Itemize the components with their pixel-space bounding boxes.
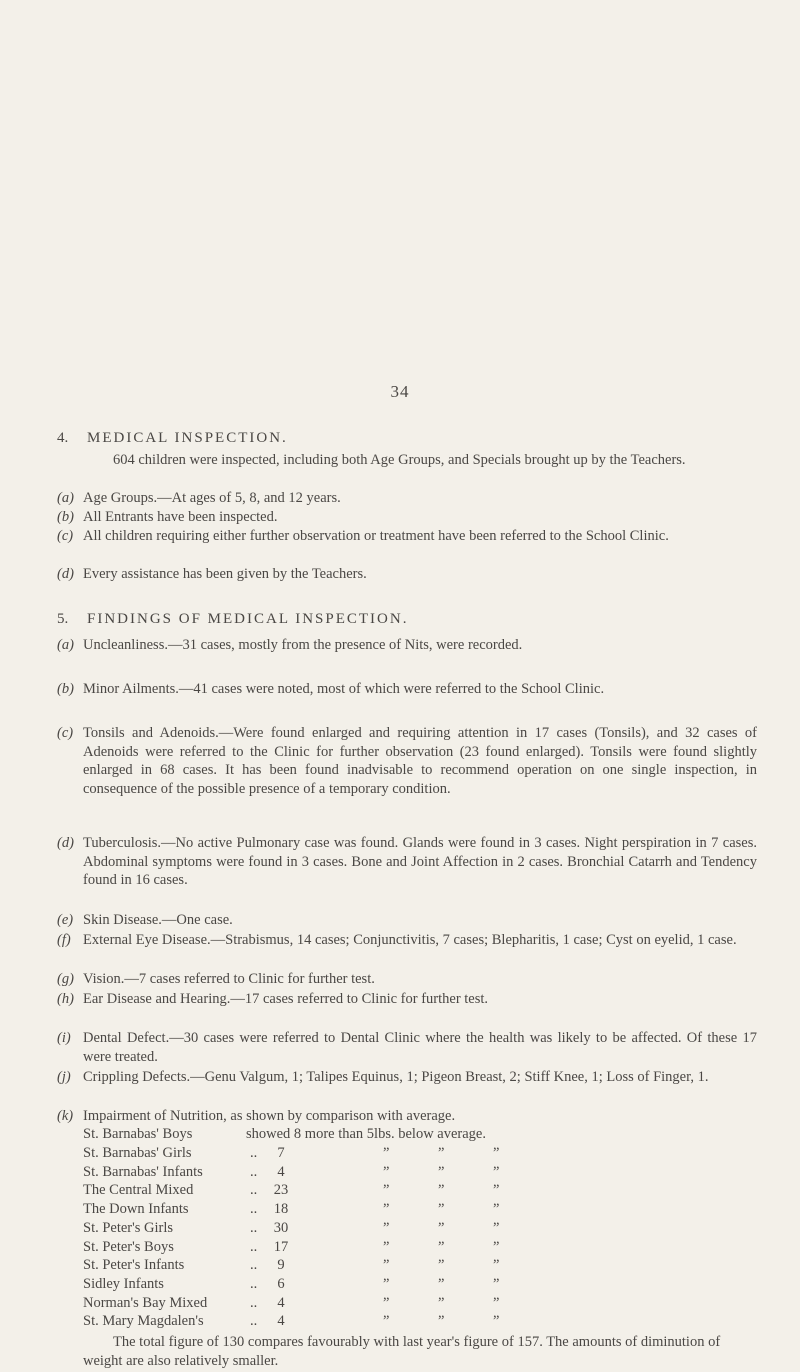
- section-4-title: MEDICAL INSPECTION.: [87, 430, 288, 446]
- item-label: (e): [57, 912, 74, 928]
- ditto-mark: ”: [493, 1294, 500, 1311]
- ditto-mark: ”: [493, 1238, 500, 1255]
- section-5-item-f: [57, 931, 757, 950]
- case-count: 4: [277, 1313, 285, 1330]
- item-text: Crippling Defects.—Genu Valgum, 1; Talipes Equinus, 1; Pigeon Breast, 2; Stiff Knee, 1; Loss of Finger, 1.: [83, 1069, 709, 1085]
- case-count: 9: [277, 1257, 285, 1274]
- ditto-mark: ”: [493, 1219, 500, 1236]
- leader-dots: ..: [250, 1201, 258, 1218]
- leader-dots: ..: [250, 1163, 258, 1180]
- section-5-item-d: [57, 834, 757, 890]
- item-text: Dental Defect.—30 cases were referred to Dental Clinic where the health was likely to be affected. Of these 17 were treated.: [83, 1030, 757, 1065]
- school-name: St. Barnabas' Girls: [83, 1145, 192, 1161]
- item-label: (j): [57, 1069, 71, 1085]
- case-count: 17: [273, 1238, 289, 1255]
- ditto-mark: ”: [383, 1219, 390, 1236]
- school-name: St. Peter's Girls: [83, 1219, 174, 1236]
- school-name: St. Mary Magdalen's: [83, 1313, 204, 1330]
- nutrition-statement: showed 8 more than 5lbs. below average.: [246, 1126, 486, 1142]
- item-label: (f): [57, 932, 71, 948]
- case-count: 7: [277, 1145, 285, 1161]
- section-5-item-i: [57, 1029, 757, 1066]
- leader-dots: ..: [250, 1257, 258, 1274]
- ditto-mark: ”: [493, 1182, 500, 1199]
- item-label: (c): [57, 528, 74, 544]
- ditto-mark: ”: [493, 1201, 500, 1218]
- nutrition-row: [83, 1164, 755, 1182]
- nutrition-row: [83, 1239, 755, 1257]
- section-5-item-k: [57, 1107, 757, 1126]
- item-text: Impairment of Nutrition, as shown by comparison with average.: [83, 1108, 456, 1124]
- section-5-item-a: [57, 636, 757, 655]
- leader-dots: ..: [250, 1219, 258, 1236]
- ditto-mark: ”: [383, 1313, 390, 1330]
- item-text: Tuberculosis.—No active Pulmonary case was found. Glands were found in 3 cases. Night perspiration in 7 cases. Abdominal symptoms were found in 3 cases. Bone and Joint Affection in 2 cases. Bronchial Catarrh and Tendency found in 16 cases.: [83, 835, 757, 888]
- item-text: Every assistance has been given by the Teachers.: [83, 566, 367, 582]
- nutrition-row: [83, 1182, 755, 1200]
- ditto-mark: ”: [438, 1219, 445, 1236]
- item-label: (a): [57, 637, 74, 653]
- ditto-mark: ”: [438, 1238, 445, 1255]
- ditto-mark: ”: [438, 1163, 445, 1180]
- page-number: 34: [390, 382, 410, 401]
- section-5-title: FINDINGS OF MEDICAL INSPECTION.: [87, 611, 409, 627]
- school-name: St. Barnabas' Infants: [83, 1163, 203, 1180]
- ditto-mark: ”: [438, 1275, 445, 1292]
- section-5-conclusion: The total figure of 130 compares favourably with last year's figure of 157. The amounts of diminution of weight are also relatively smaller.: [83, 1334, 721, 1369]
- school-name: St. Peter's Boys: [83, 1238, 174, 1255]
- item-label: (d): [57, 566, 74, 582]
- ditto-mark: ”: [438, 1294, 445, 1311]
- case-count: 23: [273, 1182, 289, 1199]
- section-5-item-e: [57, 911, 757, 930]
- school-name: Sidley Infants: [83, 1275, 164, 1292]
- ditto-mark: ”: [493, 1313, 500, 1330]
- item-label: (c): [57, 725, 74, 741]
- section-4-item-c: [57, 527, 757, 546]
- item-text: All children requiring either further observation or treatment have been referred to the School Clinic.: [83, 528, 669, 544]
- case-count: 4: [277, 1294, 285, 1311]
- case-count: 6: [277, 1275, 285, 1292]
- leader-dots: ..: [250, 1275, 258, 1292]
- section-5-item-j: [57, 1068, 757, 1087]
- case-count: 4: [277, 1163, 285, 1180]
- ditto-mark: ”: [383, 1275, 390, 1292]
- ditto-mark: ”: [383, 1163, 390, 1180]
- item-text: Tonsils and Adenoids.—Were found enlarged and requiring attention in 17 cases (Tonsils), and 32 cases of Adenoids were referred to the Clinic for further observation (23 found enlarged). Tonsils were found slightly enlarged in 68 cases. It has been found inadvisable to recommend operation on one single inspection, in consequence of the possible presence of a temporary condition.: [83, 725, 757, 797]
- ditto-mark: ”: [493, 1257, 500, 1274]
- item-label: (b): [57, 681, 74, 697]
- item-label: (k): [57, 1108, 74, 1124]
- item-text: External Eye Disease.—Strabismus, 14 cases; Conjunctivitis, 7 cases; Blepharitis, 1 case; Cyst on eyelid, 1 case.: [83, 932, 737, 948]
- nutrition-row: [83, 1220, 755, 1238]
- item-label: (g): [57, 971, 74, 987]
- ditto-mark: ”: [493, 1275, 500, 1292]
- section-5-heading: [57, 611, 408, 628]
- ditto-mark: ”: [383, 1238, 390, 1255]
- ditto-mark: ”: [493, 1145, 500, 1161]
- section-5-item-g: [57, 970, 757, 989]
- item-label: (h): [57, 991, 74, 1007]
- nutrition-row: [83, 1276, 755, 1294]
- ditto-mark: ”: [438, 1201, 445, 1218]
- item-text: Vision.—7 cases referred to Clinic for further test.: [83, 971, 375, 987]
- item-label: (d): [57, 835, 74, 851]
- section-4-item-a: [57, 489, 757, 508]
- nutrition-row: [83, 1257, 755, 1275]
- nutrition-row: [83, 1201, 755, 1219]
- ditto-mark: ”: [383, 1294, 390, 1311]
- section-5-item-h: [57, 990, 757, 1009]
- school-name: St. Peter's Infants: [83, 1257, 185, 1274]
- item-label: (b): [57, 509, 74, 525]
- ditto-mark: ”: [383, 1201, 390, 1218]
- school-name: The Down Infants: [83, 1201, 189, 1218]
- nutrition-row: [83, 1295, 755, 1313]
- item-label: (i): [57, 1030, 71, 1046]
- nutrition-row: [83, 1145, 755, 1163]
- section-5-number: 5.: [57, 611, 69, 627]
- item-text: Skin Disease.—One case.: [83, 912, 233, 928]
- ditto-mark: ”: [383, 1145, 390, 1161]
- section-5-item-c: [57, 724, 757, 798]
- school-name: The Central Mixed: [83, 1182, 194, 1199]
- ditto-mark: ”: [438, 1257, 445, 1274]
- section-4-number: 4.: [57, 430, 69, 446]
- school-name: St. Barnabas' Boys: [83, 1126, 193, 1142]
- leader-dots: ..: [250, 1313, 258, 1330]
- ditto-mark: ”: [438, 1145, 445, 1161]
- leader-dots: ..: [250, 1238, 258, 1255]
- item-label: (a): [57, 490, 74, 506]
- ditto-mark: ”: [493, 1163, 500, 1180]
- leader-dots: ..: [250, 1182, 258, 1199]
- section-4-item-d: [57, 565, 757, 584]
- section-4-heading: [57, 430, 288, 447]
- leader-dots: ..: [250, 1294, 258, 1311]
- ditto-mark: ”: [438, 1182, 445, 1199]
- section-4-item-b: [57, 508, 757, 527]
- leader-dots: ..: [250, 1145, 258, 1161]
- section-5-item-b: [57, 680, 757, 699]
- case-count: 30: [273, 1219, 289, 1236]
- case-count: 18: [273, 1201, 289, 1218]
- section-4-intro: 604 children were inspected, including both Age Groups, and Specials brought up by the Teachers.: [113, 452, 686, 468]
- ditto-mark: ”: [438, 1313, 445, 1330]
- item-text: Minor Ailments.—41 cases were noted, most of which were referred to the School Clinic.: [83, 681, 605, 697]
- item-text: Uncleanliness.—31 cases, mostly from the presence of Nits, were recorded.: [83, 637, 523, 653]
- ditto-mark: ”: [383, 1182, 390, 1199]
- item-text: All Entrants have been inspected.: [83, 509, 278, 525]
- ditto-mark: ”: [383, 1257, 390, 1274]
- item-text: Ear Disease and Hearing.—17 cases referred to Clinic for further test.: [83, 991, 489, 1007]
- nutrition-row-first: [83, 1126, 755, 1144]
- nutrition-row: [83, 1313, 755, 1331]
- item-text: Age Groups.—At ages of 5, 8, and 12 years.: [83, 490, 341, 506]
- school-name: Norman's Bay Mixed: [83, 1294, 208, 1311]
